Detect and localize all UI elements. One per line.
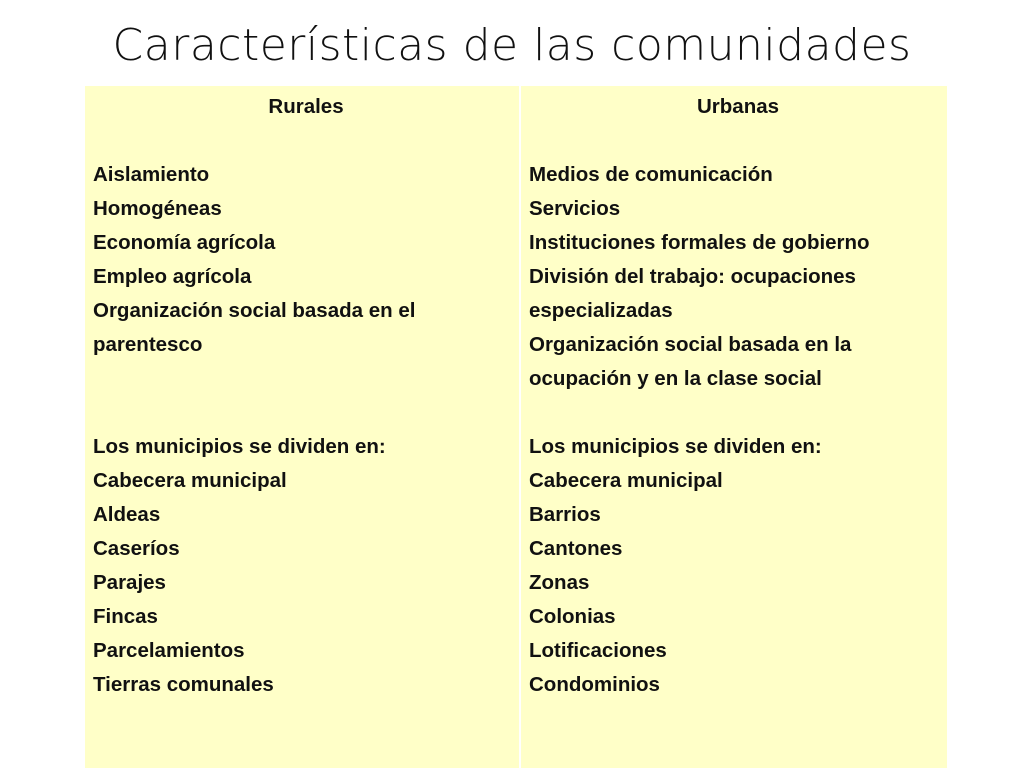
rural-municipio-item: Cabecera municipal [93, 469, 287, 492]
urban-municipio-item: Cabecera municipal [529, 469, 723, 492]
urban-trait: División del trabajo: ocupaciones especializadas [529, 265, 856, 322]
urban-municipio-item: Lotificaciones [529, 639, 667, 662]
urban-trait: Servicios [529, 197, 621, 220]
urban-municipio-item: Barrios [529, 503, 601, 526]
urban-trait: Instituciones formales de gobierno [529, 231, 870, 254]
rural-municipio-item: Tierras comunales [93, 673, 274, 696]
rural-column-header: Rurales [268, 95, 344, 118]
rural-trait: Economía agrícola [93, 231, 276, 254]
rural-trait: Organización social basada en el parentesco [93, 299, 416, 356]
urban-trait: Medios de comunicación [529, 163, 773, 186]
urban-column [521, 86, 947, 768]
rural-municipio-item: Parajes [93, 571, 166, 594]
rural-trait: Homogéneas [93, 197, 222, 220]
urban-municipio-item: Cantones [529, 537, 623, 560]
urban-column-header: Urbanas [696, 95, 780, 118]
urban-municipio-item: Colonias [529, 605, 616, 628]
spacer [93, 362, 519, 430]
rural-trait: Aislamiento [93, 163, 210, 186]
comparison-table [85, 86, 947, 768]
rural-municipio-item: Parcelamientos [93, 639, 245, 662]
urban-municipios-heading: Los municipios se dividen en: [529, 435, 822, 458]
spacer [529, 396, 947, 430]
rural-municipio-item: Aldeas [93, 503, 161, 526]
rural-municipios-heading: Los municipios se dividen en: [93, 435, 386, 458]
urban-municipio-item: Condominios [529, 673, 660, 696]
rural-trait: Empleo agrícola [93, 265, 252, 288]
urban-trait: Organización social basada en la ocupación y en la clase social [529, 333, 852, 390]
rural-municipio-item: Caseríos [93, 537, 180, 560]
urban-municipio-item: Zonas [529, 571, 590, 594]
rural-column [85, 86, 521, 768]
rural-municipio-item: Fincas [93, 605, 158, 628]
page-title: Características de las comunidades [112, 20, 912, 71]
